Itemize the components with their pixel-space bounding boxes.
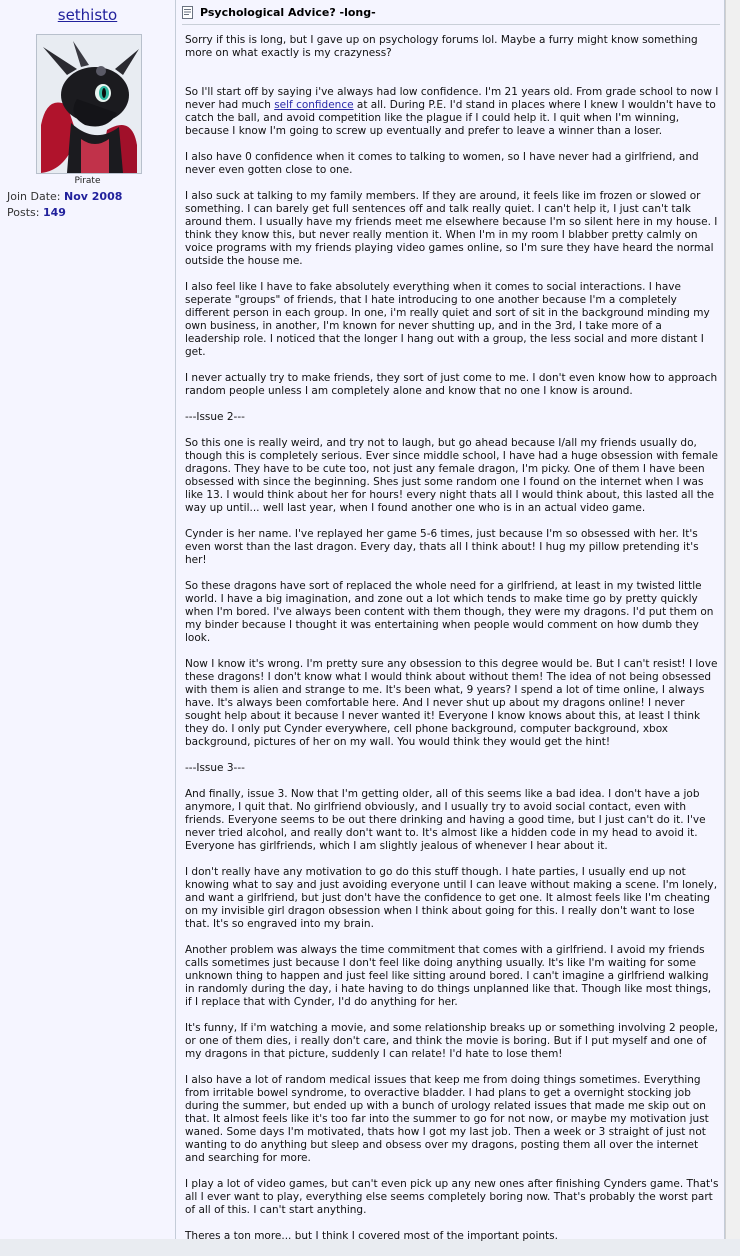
paragraph-text: So I'll start off by saying i've always had low confidence. I'm 21 years old. From grade school to now I never had much [185,86,719,111]
title-divider [182,24,720,25]
paragraph: I also feel like I have to fake absolutely everything when it comes to social interactions. I have seperate "groups" of friends, that I hate introducing to one another because I'm a completely different person in each group. In one, i'm really quiet and sort of sit in the background minding my own business, in another, I'm known for never shutting up, and in the 3rd, I take more of a leadership role. I noticed that the longer I hang out with a group, the less social and more distant I get. [185,281,710,358]
paragraph: I never actually try to make friends, they sort of just come to me. I don't even know how to approach random people unless I am completely alone and know that no one I know is around. [185,372,718,397]
avatar[interactable] [36,34,142,174]
post-count [7,206,66,219]
page-scrollbar[interactable] [725,0,740,1239]
paragraph: And finally, issue 3. Now that I'm getting older, all of this seems like a bad idea. I don't have a job anymore, I quit that. No girlfriend obviously, and I usually try to avoid social contact, even with friends. Everyone seems to be out there drinking and having a good time, but I just can't do it. I've never tried alcohol, and really don't want to. It's almost like a hidden code in my head to avoid it. Everyone has girlfriends, which I am slightly jealous of whenever I hear about it. [185,788,706,852]
document-icon [182,6,193,19]
paragraph: Cynder is her name. I've replayed her game 5-6 times, just because I'm so obsessed with her. It's even worst than the last dragon. Every day, thats all I think about! I hug my pillow pretending it's her! [185,528,699,566]
post-count-label: Posts: [7,206,40,219]
post-title: Psychological Advice? -long- [200,6,376,19]
post-content [176,0,725,1242]
dragon-avatar-icon [37,35,141,173]
paragraph: It's funny, If i'm watching a movie, and some relationship breaks up or something involving 2 people, or one of them dies, i really don't care, and think the movie is boring. But if I put myself and one of my dragons in that picture, suddenly I can relate! I'd hate to lose them! [185,1022,718,1060]
post-count-value: 149 [42,206,66,219]
post-title-row [182,4,722,24]
paragraph: So this one is really weird, and try not to laugh, but go ahead because I/all my friends usually do, though this is completely serious. Ever since middle school, I have had a huge obsession with female dragons. They have to be cute too, not just any female dragon, I'm picky. One of them I have been obsessed with since the beginning. Shes just some random one I found on the internet when I was like 13. I would think about her for hours! every night thats all I would think about, this lasted all the way up until... well last year, when I found another one who is in an actual video game. [185,437,719,514]
section-divider-issue-3: ---Issue 3--- [185,762,245,774]
paragraph: Another problem was always the time commitment that comes with a girlfriend. I avoid my friends calls sometimes just because I don't feel like doing anything usually. It's like I'm waiting for some unknown thing to happen and just feel like sitting around bored. I can't imagine a girlfriend walking in randomly during the day, i hate having to do things unplanned like that. Though like most things, if I replace that with Cynder, I'd do anything for her. [185,944,712,1008]
post-body [185,34,719,1256]
username-link[interactable]: sethisto [57,6,118,24]
paragraph: Sorry if this is long, but I gave up on psychology forums lol. Maybe a furry might know something more on what exactly is my crazyness? [185,34,698,59]
join-date-label: Join Date: [7,190,61,203]
paragraph-text: at all. During P.E. I'd stand in places where I knew I wouldn't have to catch the ball, and avoid competition like the plague if I could help it. I quit when I'm winning, because I know I'm going to screw up eventually and prefer to leave a winner than a loser. [185,99,716,137]
paragraph: Now I know it's wrong. I'm pretty sure any obsession to this degree would be. But I can't resist! I love these dragons! I don't know what I would think about without them! The idea of not being obsessed with them is alien and strange to me. It's been what, 9 years? I spend a lot of time online, I always have. It's always been comfortable here. And I never shut up about my dragons online! I never sought help about it because I never wanted it! Everyone I know knows about this, at least I think they do. I only put Cynder everywhere, cell phone background, computer background, xbox background, pictures of her on my wall. You would think they would get the hint! [185,658,718,748]
join-date [7,190,122,203]
paragraph: I also suck at talking to my family members. If they are around, it feels like im frozen or slowed or something. I can barely get full sentences off and talk really quiet. I can't help it, I just can't talk around them. I usually have my friends meet me elsewhere because I'm so silent here in my house. I think they know this, but never really mention it. When I'm in my room I blabber pretty calmly on voice programs with my friends playing video games online, so I'm sure they have heard the normal outside the house me. [185,190,718,267]
paragraph: So these dragons have sort of replaced the whole need for a girlfriend, at least in my twisted little world. I have a big imagination, and zone out a lot which tends to make time go by pretty quickly when I'm bored. I've always been content with them though, they were my dragons. I'd put them on my binder because I thought it was entertaining when people would comment on how dumb they look. [185,580,714,644]
paragraph [185,86,719,138]
user-title: Pirate [74,176,101,186]
user-sidebar [0,0,176,1239]
paragraph: I play a lot of video games, but can't even pick up any new ones after finishing Cynders game. That's all I ever want to play, everything else seems completely boring now. That's probably the worst part of all of this. I can't start anything. [185,1178,719,1216]
self-confidence-link[interactable]: self confidence [274,99,354,111]
paragraph: I also have a lot of random medical issues that keep me from doing things sometimes. Everything from irritable bowel syndrome, to overactive bladder. I had plans to get a overnight stocking job during the summer, but ended up with a bunch of urology related issues that made me skip out on that. It almost feels like it's too far into the summer to go for not now, or maybe my motivation just waned. Some days I'm motivated, thats how I got my last job. Then a week or 3 straight of just not wanting to do anything but sleep and obsess over my dragons, posting them all over the internet and searching for more. [185,1074,709,1164]
paragraph: I don't really have any motivation to go do this stuff though. I hate parties, I usually end up not knowing what to say and just avoiding everyone until I can leave without making a scene. I'm lonely, and want a girlfriend, but just don't have the confidence to get one. It almost feels like I'm cheating on my invisible girl dragon obsession when I think about going for this. I really don't want to lose that. It's so engraved into my brain. [185,866,718,930]
paragraph: I also have 0 confidence when it comes to talking to women, so I have never had a girlfriend, and never even gotten close to one. [185,151,699,176]
join-date-value: Nov 2008 [64,190,123,203]
paragraph: Theres a ton more... but I think I covered most of the important points. [185,1230,558,1242]
section-divider-issue-2: ---Issue 2--- [185,411,245,423]
